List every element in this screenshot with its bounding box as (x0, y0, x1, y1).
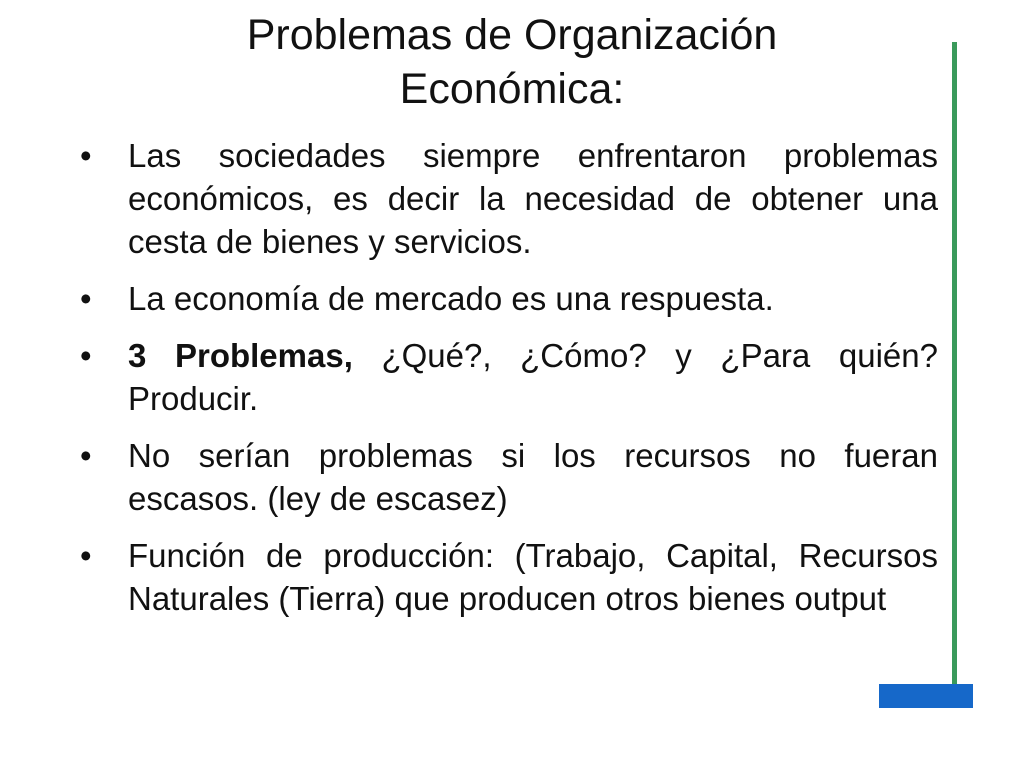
slide-title (0, 8, 1024, 116)
slide-title-line-1: Problemas de Organización (246, 11, 778, 59)
bullet-dot-icon: • (80, 337, 92, 374)
slide-title-line-2: Económica: (399, 65, 625, 113)
bullet-text: Las sociedades siempre enfrentaron problemas económicos, es decir la necesidad de obtener una cesta de bienes y servicios. (128, 137, 938, 260)
bullet-dot-icon: • (80, 537, 92, 574)
bullet-dot-icon: • (80, 280, 92, 317)
accent-vertical-line (952, 42, 957, 696)
bullet-item-5 (80, 534, 938, 620)
bullet-dot-icon: • (80, 437, 92, 474)
bullet-item-4 (80, 434, 938, 520)
accent-blue-block (879, 684, 973, 708)
bullet-item-1 (80, 134, 938, 263)
bullet-lead: 3 Problemas, (128, 337, 353, 374)
bullet-item-2 (80, 277, 938, 320)
bullet-text: Función de producción: (Trabajo, Capital, Recursos Naturales (Tierra) que producen otros bienes output (128, 537, 938, 617)
bullet-text: No serían problemas si los recursos no fueran escasos. (ley de escasez) (128, 437, 938, 517)
bullet-item-3 (80, 334, 938, 420)
bullet-dot-icon: • (80, 137, 92, 174)
bullet-list (80, 134, 938, 634)
bullet-text: ¿Qué?, ¿Cómo? y ¿Para quién? Producir. (128, 337, 938, 417)
bullet-text: La economía de mercado es una respuesta. (128, 280, 774, 317)
